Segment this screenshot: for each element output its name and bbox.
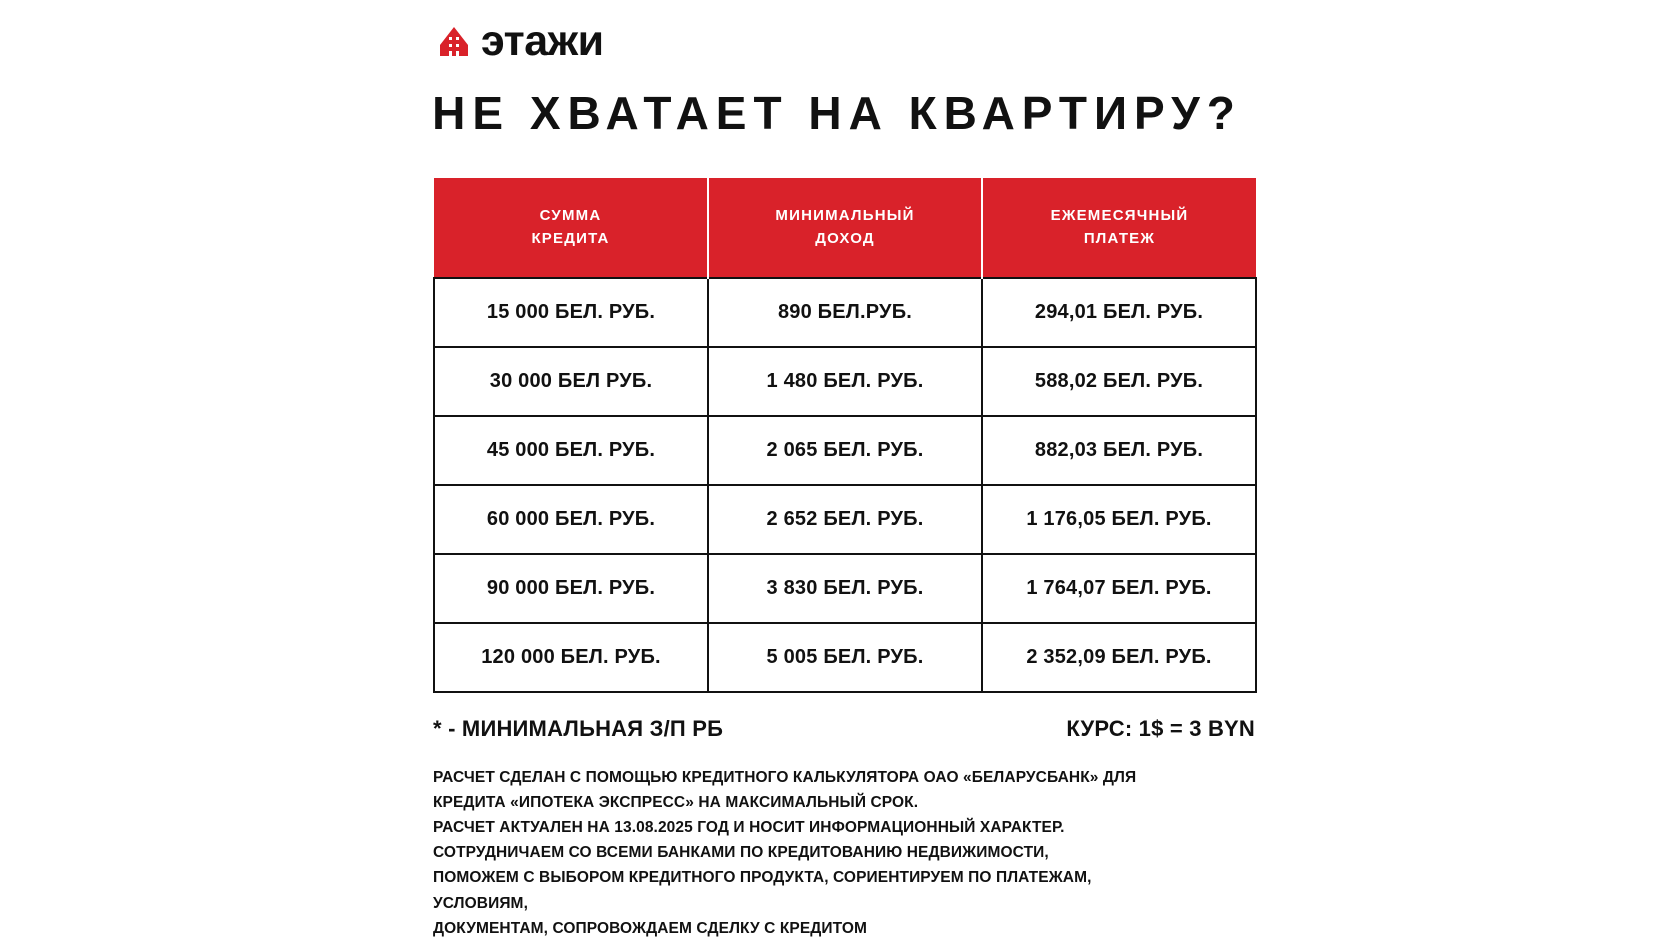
disclaimer-line: ДОКУМЕНТАМ, СОПРОВОЖДАЕМ СДЕЛКУ С КРЕДИТОМ (433, 919, 868, 937)
credit-table-container (433, 178, 1255, 693)
cell-monthly-payment: 2 352,09 БЕЛ. РУБ. (982, 623, 1256, 692)
disclaimer-line: УСЛОВИЯМ, (433, 894, 528, 912)
cell-monthly-payment: 588,02 БЕЛ. РУБ. (982, 347, 1256, 416)
cell-loan-amount: 60 000 БЕЛ. РУБ. (434, 485, 708, 554)
table-row (434, 554, 1256, 623)
column-header-line: ПЛАТЕЖ (1083, 230, 1156, 248)
column-header-line: КРЕДИТА (531, 230, 610, 248)
column-header-monthly-payment (982, 178, 1256, 278)
cell-monthly-payment: 294,01 БЕЛ. РУБ. (982, 278, 1256, 347)
column-header-line: СУММА (539, 207, 602, 224)
table-row (434, 347, 1256, 416)
cell-loan-amount: 120 000 БЕЛ. РУБ. (434, 623, 708, 692)
cell-min-income: 890 БЕЛ.РУБ. (708, 278, 982, 347)
page-title: НЕ ХВАТАЕТ НА КВАРТИРУ? (432, 87, 1242, 139)
table-row (434, 623, 1256, 692)
brand-name: этажи (481, 17, 604, 65)
column-header-line: ЕЖЕМЕСЯЧНЫЙ (1050, 207, 1189, 224)
disclaimer-line: КРЕДИТА «ИПОТЕКА ЭКСПРЕСС» НА МАКСИМАЛЬНЫЙ СРОК. (433, 794, 919, 812)
brand-logo[interactable] (437, 17, 604, 65)
note-min-salary: * - МИНИМАЛЬНАЯ З/П РБ (433, 716, 724, 741)
table-row (434, 278, 1256, 347)
table-header (434, 178, 1256, 278)
cell-monthly-payment: 1 764,07 БЕЛ. РУБ. (982, 554, 1256, 623)
credit-table (433, 178, 1257, 693)
column-header-line: МИНИМАЛЬНЫЙ (775, 207, 915, 224)
cell-min-income: 2 065 БЕЛ. РУБ. (708, 416, 982, 485)
table-header-row (434, 178, 1256, 278)
column-header-min-income (708, 178, 982, 278)
cell-min-income: 5 005 БЕЛ. РУБ. (708, 623, 982, 692)
cell-min-income: 3 830 БЕЛ. РУБ. (708, 554, 982, 623)
disclaimer-line: СОТРУДНИЧАЕМ СО ВСЕМИ БАНКАМИ ПО КРЕДИТОВАНИЮ НЕДВИЖИМОСТИ, (433, 844, 1049, 862)
cell-monthly-payment: 1 176,05 БЕЛ. РУБ. (982, 485, 1256, 554)
cell-loan-amount: 15 000 БЕЛ. РУБ. (434, 278, 708, 347)
cell-min-income: 2 652 БЕЛ. РУБ. (708, 485, 982, 554)
cell-loan-amount: 30 000 БЕЛ РУБ. (434, 347, 708, 416)
building-icon (437, 25, 471, 59)
disclaimer-line: РАСЧЕТ СДЕЛАН С ПОМОЩЬЮ КРЕДИТНОГО КАЛЬКУЛЯТОРА ОАО «БЕЛАРУСБАНК» ДЛЯ (433, 769, 1137, 786)
table-body (434, 278, 1256, 692)
cell-monthly-payment: 882,03 БЕЛ. РУБ. (982, 416, 1256, 485)
cell-loan-amount: 45 000 БЕЛ. РУБ. (434, 416, 708, 485)
cell-min-income: 1 480 БЕЛ. РУБ. (708, 347, 982, 416)
cell-loan-amount: 90 000 БЕЛ. РУБ. (434, 554, 708, 623)
disclaimer-block (433, 765, 1263, 941)
column-header-line: ДОХОД (815, 230, 875, 248)
note-exchange-rate: КУРС: 1$ = 3 BYN (1066, 716, 1255, 741)
column-header-loan-amount (434, 178, 708, 278)
disclaimer-line: ПОМОЖЕМ С ВЫБОРОМ КРЕДИТНОГО ПРОДУКТА, СОРИЕНТИРУЕМ ПО ПЛАТЕЖАМ, (433, 869, 1092, 887)
disclaimer-line: РАСЧЕТ АКТУАЛЕН НА 13.08.2025 ГОД И НОСИТ ИНФОРМАЦИОННЫЙ ХАРАКТЕР. (433, 819, 1065, 837)
table-row (434, 485, 1256, 554)
notes-row (433, 716, 1255, 742)
table-row (434, 416, 1256, 485)
